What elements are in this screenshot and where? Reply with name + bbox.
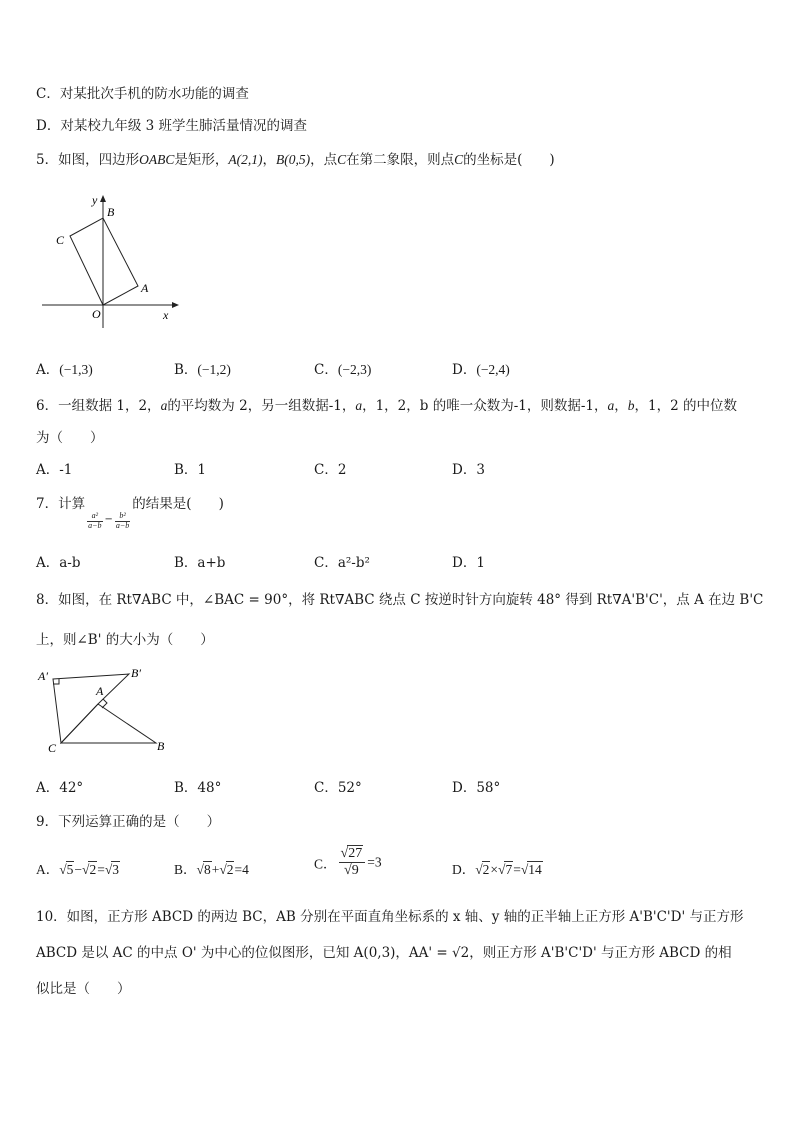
q9-option-d: D．√2×√7=√14 bbox=[452, 862, 542, 877]
q5-fig-a: A bbox=[141, 281, 149, 295]
q9-option-c: C． $\frac{√27}{√9}$ =3 bbox=[314, 846, 382, 879]
q8-figure bbox=[36, 662, 186, 762]
q9-option-b: B．√8+√2=4 bbox=[174, 862, 249, 877]
q9-stem: 9．下列运算正确的是（ ） bbox=[36, 814, 221, 830]
q8-fig-b-prime: B′ bbox=[131, 666, 141, 680]
q8-fig-c: C bbox=[48, 741, 57, 755]
q9-option-a: A．√5−√2=√3 bbox=[36, 862, 120, 877]
q8-stem-line2: 上，则∠B' 的大小为（ ） bbox=[36, 632, 214, 648]
q6-stem-line1: 6．一组数据 1，2，a的平均数为 2，另一组数据-1，a，1，2，b 的唯一众数为-1，则数据-1，a，b，1，2 的中位数 bbox=[36, 398, 737, 414]
q5-fig-x: x bbox=[163, 308, 169, 322]
q5-fig-b: B bbox=[107, 205, 115, 219]
q5-fig-c: C bbox=[56, 233, 65, 247]
q10-stem-line1: 10．如图，正方形 ABCD 的两边 BC，AB 分别在平面直角坐标系的 x 轴、y 轴的正半轴上正方形 A'B'C'D' 与正方形 bbox=[36, 909, 744, 925]
q10-stem-line2: ABCD 是以 AC 的中点 O' 为中心的位似图形，已知 A(0,3)，AA' = √2，则正方形 A'B'C'D' 与正方形 ABCD 的相 bbox=[36, 945, 732, 961]
q8-fig-a: A bbox=[96, 684, 104, 698]
q10-stem-line3: 似比是（ ） bbox=[36, 981, 131, 997]
q5-fig-o: O bbox=[92, 307, 101, 321]
q8-stem-line1: 8．如图，在 Rt∇ABC 中，∠BAC = 90°，将 Rt∇ABC 绕点 C 按逆时针方向旋转 48° 得到 Rt∇A'B'C'，点 A 在边 B'C bbox=[36, 592, 764, 608]
q7-stem: 7．计算 $\frac{\text{a²}}{a-b}$ $_-$ $\frac{\text{b²}}{a-b}$ 的结果是( ) bbox=[36, 496, 224, 530]
q5-stem: 5．如图，四边形OABC是矩形，A(2,1)，B(0,5)，点C在第二象限，则点C的坐标是( ) bbox=[36, 152, 555, 168]
q8-fig-a-prime: A′ bbox=[38, 669, 48, 683]
q4-option-d: D．对某校九年级 3 班学生肺活量情况的调查 bbox=[36, 118, 307, 134]
q5-figure bbox=[36, 188, 186, 328]
q5-fig-y: y bbox=[92, 193, 98, 207]
q4-option-c: C．对某批次手机的防水功能的调查 bbox=[36, 86, 249, 102]
q6-stem-line2: 为（ ） bbox=[36, 430, 104, 446]
q8-fig-b: B bbox=[157, 739, 165, 753]
